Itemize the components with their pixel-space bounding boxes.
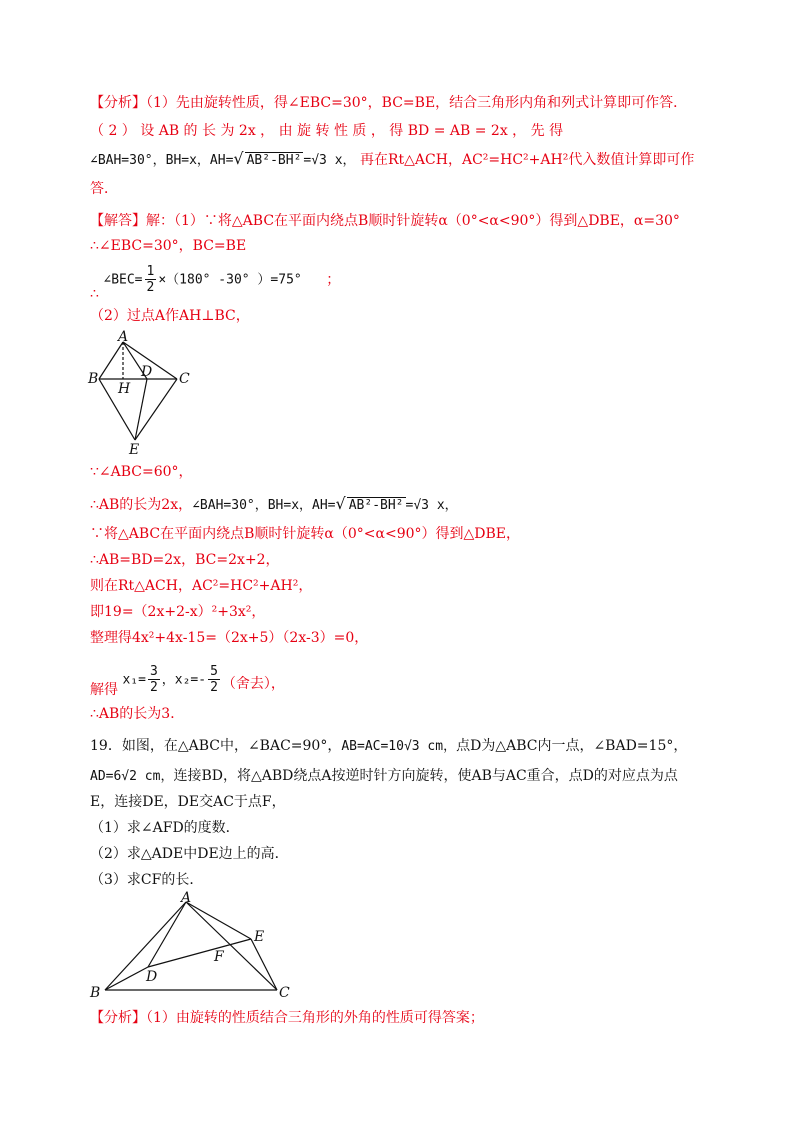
- segment-ad: [148, 902, 186, 967]
- solution-tag: 【解答】: [90, 213, 146, 229]
- step-3: ∵将△ABC在平面内绕点B顺时针旋转α（0°<α<90°）得到△DBE，: [90, 526, 521, 542]
- rotation-diagram-1: [85, 330, 195, 458]
- rotation-diagram-2: [85, 890, 295, 1000]
- label-b: B: [88, 371, 99, 387]
- step-9: ∴AB的长为3．: [90, 706, 185, 722]
- label-d: D: [141, 364, 153, 380]
- radical-ab-bh: AB²-BH²: [246, 153, 302, 168]
- fraction-one-half: $\frac{1}{2}$: [146, 264, 155, 295]
- label-d: D: [146, 969, 158, 985]
- analysis-tag: 【分析】: [90, 95, 146, 111]
- step-2: ∴AB的长为2x，∠BAH=30°，BH=x，AH=√ AB²-BH² =√3 x，: [90, 494, 458, 513]
- segment-de: [148, 939, 251, 967]
- problem-19-line-3: E，连接DE，DE交AC于点F，: [90, 794, 286, 810]
- analysis-line-2: （ 2 ） 设 AB 的 长 为 2x ， 由 旋 转 性 质 ， 得 BD = AB = 2x ， 先 得: [90, 123, 564, 139]
- label-f: F: [214, 949, 224, 965]
- problem-19-line-2: AD=6√2 cm，连接BD，将△ABD绕点A按逆时针方向旋转，使AB与AC重合，点D的对应点为点: [90, 768, 678, 784]
- label-h: H: [118, 381, 131, 397]
- step-5: 则在Rt△ACH，AC²=HC²+AH²，: [90, 578, 313, 594]
- segment-ab: [99, 342, 123, 379]
- question-3: （3）求CF的长．: [90, 872, 204, 888]
- question-2: （2）求△ADE中DE边上的高．: [90, 846, 289, 862]
- segment-ac: [186, 902, 277, 990]
- question-1: （1）求∠AFD的度数．: [90, 820, 240, 836]
- analysis-line-3: ∠BAH=30°，BH=x，AH=√ AB²-BH² =√3 x， 再在Rt△ACH，AC²=HC²+AH²代入数值计算即可作: [90, 149, 695, 168]
- step-4: ∴AB=BD=2x，BC=2x+2，: [90, 552, 280, 568]
- label-c: C: [279, 985, 290, 1000]
- label-c: C: [179, 371, 190, 387]
- problem-19-analysis: 【分析】（1）由旋转的性质结合三角形的外角的性质可得答案；: [90, 1010, 484, 1026]
- label-a: A: [181, 890, 192, 906]
- solution-line-1: 【解答】解：（1）∵将△ABC在平面内绕点B顺时针旋转α（0°<α<90°）得到△DBE，α=30°: [90, 213, 680, 229]
- step-6: 即19=（2x+2-x）²+3x²，: [90, 604, 266, 620]
- segment-ec: [251, 939, 277, 990]
- solution-line-2: ∴∠EBC=30°，BC=BE: [90, 238, 247, 254]
- solution-line-3: ∴ ∠BEC= $\frac{1}{2}$ ×（180° -30° ）=75° ；: [90, 264, 341, 302]
- fraction-five-halves: $\frac{5}{2}$: [210, 664, 218, 695]
- label-b: B: [90, 985, 101, 1000]
- label-a: A: [118, 330, 129, 345]
- analysis-tag-19: 【分析】: [90, 1010, 146, 1026]
- segment-bd: [105, 967, 148, 990]
- label-e: E: [254, 929, 265, 945]
- step-1: ∵∠ABC=60°，: [90, 464, 193, 480]
- solution-line-4: （2）过点A作AH⊥BC，: [90, 308, 250, 324]
- radical-ab-bh-2: AB²-BH²: [348, 498, 404, 513]
- label-e: E: [129, 442, 140, 458]
- problem-19-line-1: 19．如图，在△ABC中，∠BAC=90°，AB=AC=10√3 cm，点D为△ABC内一点，∠BAD=15°，: [90, 738, 688, 754]
- analysis-line-4: 答．: [90, 181, 118, 197]
- step-7: 整理得4x²+4x-15=（2x+5）（2x-3）=0，: [90, 630, 369, 646]
- analysis-line-1: 【分析】（1）先由旋转性质，得∠EBC=30°，BC=BE，结合三角形内角和列式计算即可作答．: [90, 95, 688, 111]
- step-8: 解得 x₁= $\frac{3}{2}$ ，x₂=- $\frac{5}{2}$ （舍去），: [90, 664, 285, 698]
- fraction-three-halves: $\frac{3}{2}$: [149, 664, 158, 695]
